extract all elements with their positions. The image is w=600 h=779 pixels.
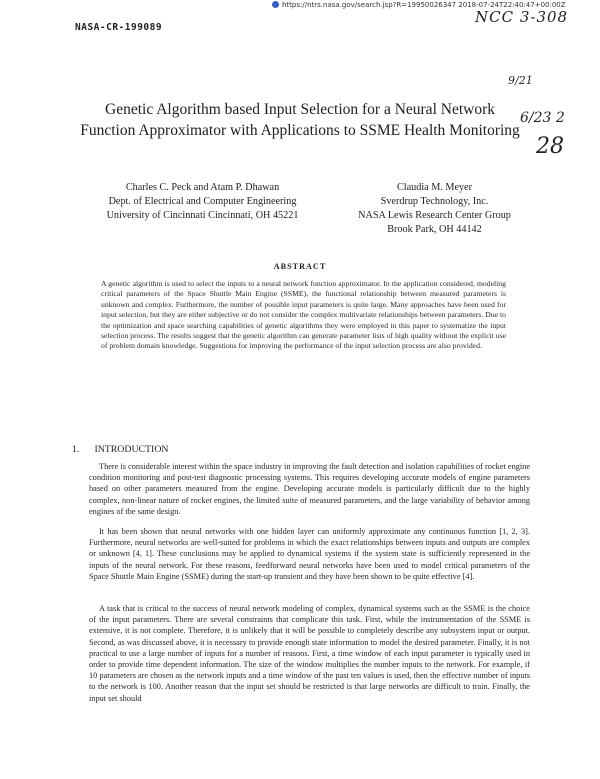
- author-affiliation: Dept. of Electrical and Computer Engineering: [108, 196, 297, 207]
- handwritten-note-side: 6/23 2: [520, 110, 565, 126]
- handwritten-note-top-right: 9/21: [508, 74, 533, 87]
- author-address: Brook Park, OH 44142: [387, 224, 482, 235]
- author-names: Charles C. Peck and Atam P. Dhawan: [125, 182, 280, 193]
- handwritten-note-page: 28: [536, 134, 564, 159]
- body-paragraph: [89, 603, 530, 773]
- section-title: INTRODUCTION: [94, 444, 169, 455]
- handwritten-grant-number: NCC 3-308: [475, 8, 569, 26]
- section-number: 1.: [72, 444, 80, 455]
- author-names: Claudia M. Meyer: [397, 182, 472, 193]
- author-group: NASA Lewis Research Center Group: [358, 210, 511, 221]
- author-affiliation: Sverdrup Technology, Inc.: [380, 196, 489, 207]
- paper-title: Genetic Algorithm based Input Selection for a Neural Network Function Approximator with Applications to SSME Health Monitoring: [80, 101, 520, 139]
- pdf-icon: [272, 1, 279, 8]
- report-number: NASA-CR-199089: [75, 22, 163, 33]
- paragraph-text: It has been shown that neural networks with one hidden layer can uniformly approximate any continuous function [1, 2, 3]. Furthermore, neural networks are well-suited for problems in which the exact relationships between inputs and outputs are complex or unknown [4, 1]. These conclusions may be applied to dynamical systems if the system state is sufficiently represented in the inputs of the neural network. For these reasons, feedforward neural networks have been used to model critical parameters of the Space Shuttle Main Engine (SSME) during the start-up transient and they have been shown to be quite effective [4].: [89, 527, 530, 581]
- paragraph-text: There is considerable interest within the space industry in improving the fault detection and isolation capabilities of rocket engine condition monitoring and post-test diagnostic processing systems. This requires developing accurate models of engine parameters based on other parameters measured from the engine. Developing accurate models is particularly difficult due to the highly complex, non-linear nature of rocket engines, the limited suite of measured parameters, and the large variability of behavior among engines of the same design.: [89, 462, 530, 516]
- author-block-uc: [85, 181, 320, 223]
- abstract-heading: ABSTRACT: [273, 262, 327, 271]
- section-heading: [72, 444, 168, 455]
- abstract-body: A genetic algorithm is used to select the inputs to a neural network function approximator. In the application considered, modeling critical parameters of the Space Shuttle Main Engine (SSME), the functional relationship between measured parameters is unknown and complex. Furthermore, the number of possible input parameters is quite large. Many approaches have been used for input selection, but they are either subjective or do not consider the complex multivariate relationships between parameters. Due to the optimization and space searching capabilities of genetic algorithms they were employed in this paper to systematize the input selection process. The results suggest that the genetic algorithm can generate parameter lists of high quality without the explicit use of problem domain knowledge. Suggestions for improving the performance of the input selection process are also provided.: [101, 279, 506, 351]
- source-url[interactable]: https://ntrs.nasa.gov/search.jsp?R=19950026347 2018-07-24T22:40:47+00:00Z: [282, 1, 566, 9]
- author-address: University of Cincinnati Cincinnati, OH 45221: [106, 210, 299, 221]
- author-block-nasa: [332, 181, 537, 237]
- body-paragraph: [89, 526, 530, 582]
- paragraph-text: A task that is critical to the success of neural network modeling of complex, dynamical systems such as the SSME is the choice of the input parameters. There are several constraints that complicate this task. First, while the instrumentation of the SSME is extensive, it is not complete. Therefore, it is unlikely that it will be possible to completely describe any subsystem input or output. Second, as was discussed above, it is necessary to provide enough state information to model the desired parameter. Finally, it is not practical to use a large number of inputs for a number of reasons. First, a time window of each input parameter is typically used in order to provide time dependent information. The size of the window multiplies the number inputs to the network. For example, if 10 parameters are chosen as the network inputs and a time window of the past ten values is used, then the effective number of inputs to the network is 100. Another reason that the input set should be restricted is that large networks are difficult to train. Finally, the input set should: [89, 604, 530, 703]
- body-paragraph: [89, 461, 530, 517]
